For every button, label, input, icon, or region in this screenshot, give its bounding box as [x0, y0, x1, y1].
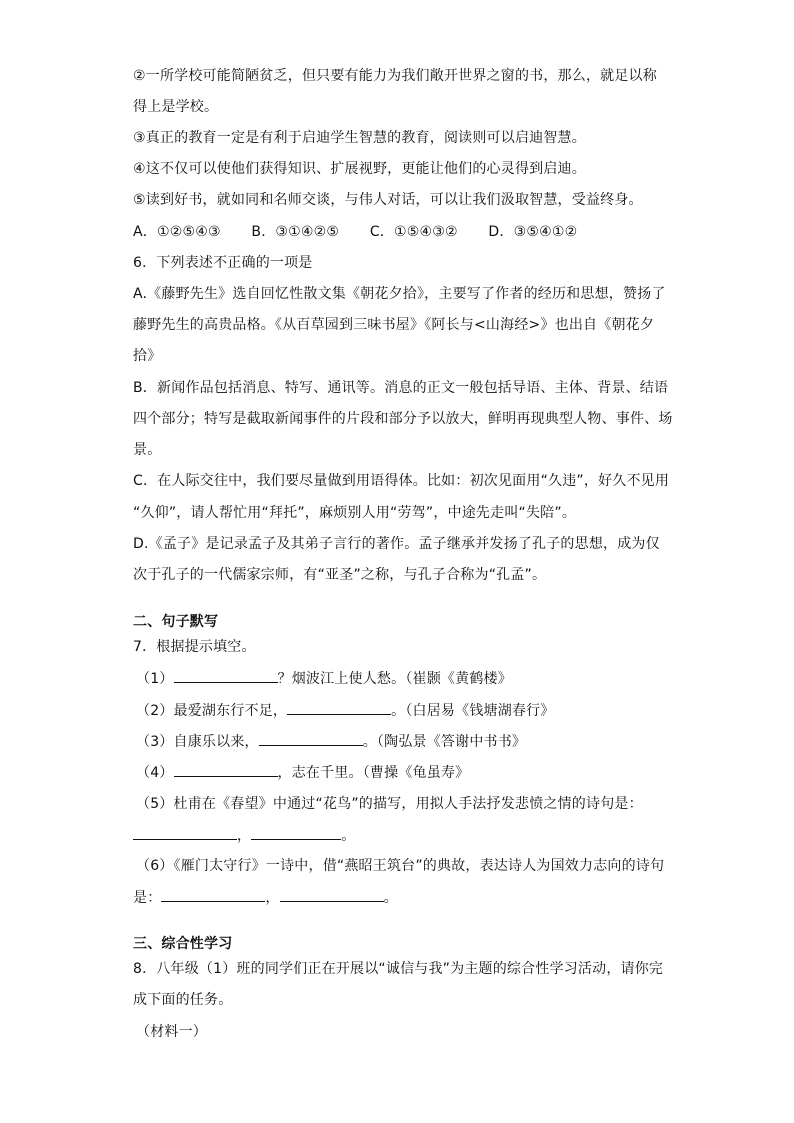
section3-heading: 三、综合性学习	[133, 936, 233, 952]
q5-option-c: C．①⑤④③②	[369, 224, 458, 240]
q5-option-a: A．①②⑤④③	[133, 224, 221, 240]
separator: ，	[237, 828, 252, 844]
q7-item-2	[136, 700, 555, 721]
item-number: （4）	[136, 765, 174, 781]
q6-line: 拾》	[133, 348, 162, 364]
item-text: 自康乐以来，	[173, 734, 259, 750]
item-number: （3）	[136, 734, 174, 750]
q7-stem: 7．根据提示填空。	[133, 639, 256, 655]
material-label: （材料一）	[136, 1024, 207, 1040]
item-text: ？烟波江上使人愁。（崔颢《黄鹤楼》	[277, 671, 512, 687]
q8-line2: 成下面的任务。	[133, 992, 233, 1008]
q5-item-4: ④这不仅可以使他们获得知识、扩展视野，更能让他们的心灵得到启迪。	[133, 161, 586, 177]
q7-item-6-line1: （6）《雁门太守行》一诗中，借“燕昭王筑台”的典故，表达诗人为国效力志向的诗句	[136, 858, 665, 874]
item-text: 最爱湖东行不足，	[173, 703, 288, 719]
answer-blank[interactable]	[174, 762, 278, 777]
q5-option-d: D．③⑤④①②	[488, 224, 578, 240]
answer-blank[interactable]	[133, 825, 237, 840]
separator: ，	[265, 890, 280, 906]
q8-line1: 8．八年级（1）班的同学们正在开展以“诚信与我”为主题的综合性学习活动，请你完	[133, 961, 664, 977]
q6-line: C．在人际交往中，我们要尽量做到用语得体。比如：初次见面用“久违”，好久不见用	[133, 473, 670, 489]
q5-option-b: B．③①④②⑤	[251, 224, 340, 240]
q6-line: 景。	[133, 442, 162, 458]
q5-item-3: ③真正的教育一定是有利于启迪学生智慧的教育，阅读则可以启迪智慧。	[133, 130, 586, 146]
item-text: 是：	[133, 890, 162, 906]
answer-blank[interactable]	[251, 825, 341, 840]
q7-item-1	[136, 668, 512, 689]
q7-item-3	[136, 731, 526, 752]
q7-item-5-line1: （5）杜甫在《春望》中通过“花鸟”的描写，用拟人手法抒发悲愤之情的诗句是：	[136, 796, 643, 812]
section2-heading: 二、句子默写	[133, 614, 219, 630]
end-mark: 。	[383, 890, 398, 906]
answer-blank[interactable]	[161, 887, 265, 902]
item-number: （2）	[136, 703, 174, 719]
q7-item-4	[136, 762, 469, 783]
end-mark: 。	[341, 828, 356, 844]
q5-item-2-line1: ②一所学校可能简陋贫乏，但只要有能力为我们敞开世界之窗的书，那么，就足以称	[133, 68, 657, 84]
q7-item-6-line2	[133, 887, 398, 908]
q7-item-5-line2	[133, 825, 355, 846]
answer-blank[interactable]	[259, 731, 363, 746]
q6-stem: 6．下列表述不正确的一项是	[133, 255, 313, 271]
item-text: ，志在千里。（曹操《龟虽寿》	[277, 765, 470, 781]
q6-line: “久仰”，请人帮忙用“拜托”，麻烦别人用“劳驾”，中途先走叫“失陪”。	[133, 505, 577, 521]
item-text: 。（陶弘景《答谢中书书》	[362, 734, 527, 750]
q6-line: A.《藤野先生》选自回忆性散文集《朝花夕拾》，主要写了作者的经历和思想，赞扬了	[133, 286, 666, 302]
q6-line: 次于孔子的一代儒家宗师，有“亚圣”之称，与孔子合称为“孔孟”。	[133, 567, 547, 583]
q6-line: 藤野先生的高贵品格。《从百草园到三味书屋》《阿长与<山海经>》也出自《朝花夕	[133, 317, 655, 333]
q6-line: D.《孟子》是记录孟子及其弟子言行的著作。孟子继承并发扬了孔子的思想，成为仅	[133, 536, 660, 552]
answer-blank[interactable]	[287, 700, 391, 715]
answer-blank[interactable]	[280, 887, 384, 902]
q5-options	[133, 222, 603, 242]
q5-item-2-line2: 得上是学校。	[133, 99, 219, 115]
q5-item-5: ⑤读到好书，就如同和名师交谈，与伟人对话，可以让我们汲取智慧，受益终身。	[133, 192, 643, 208]
answer-blank[interactable]	[174, 668, 278, 683]
q6-line: 四个部分；特写是截取新闻事件的片段和部分予以放大，鲜明再现典型人物、事件、场	[133, 411, 673, 427]
item-text: 。（白居易《钱塘湖春行》	[391, 703, 555, 719]
q6-line: B．新闻作品包括消息、特写、通讯等。消息的正文一般包括导语、主体、背景、结语	[133, 380, 669, 396]
item-number: （1）	[136, 671, 174, 687]
